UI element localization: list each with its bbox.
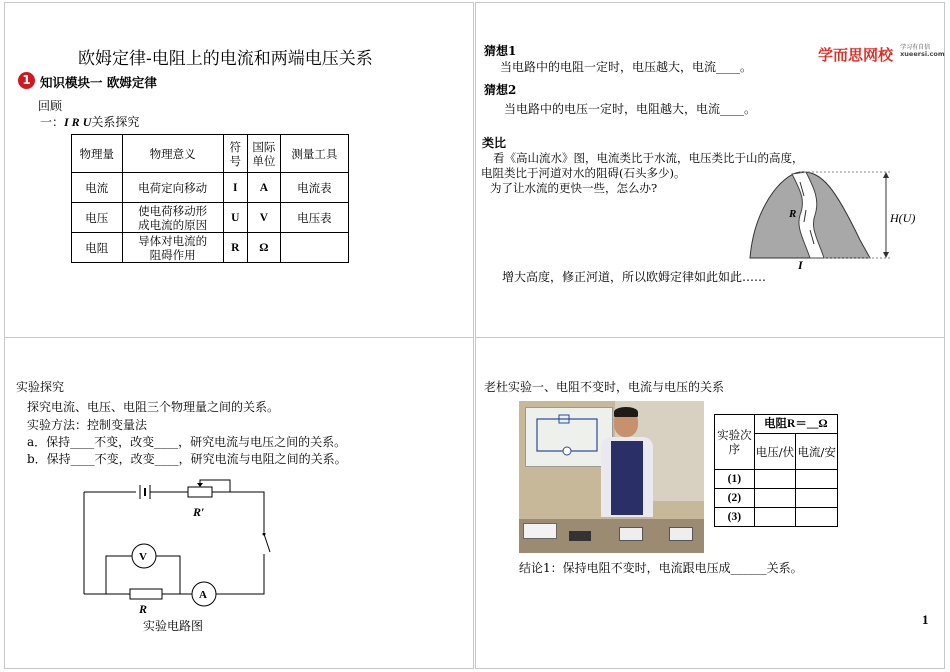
table-row xyxy=(72,233,349,263)
table-cell: A xyxy=(247,173,280,203)
table-cell xyxy=(796,508,838,527)
module-number-badge xyxy=(18,72,35,89)
guess2-text: 当电路中的电压一定时，电阻越大，电流____。 xyxy=(504,102,757,116)
table-cell: 电压表 xyxy=(280,203,348,233)
table-cell: 导体对电流的阻碍作用 xyxy=(122,233,223,263)
guess1-title: 猜想1 xyxy=(484,44,517,58)
brand-logo xyxy=(818,44,945,65)
switch-lever xyxy=(264,534,270,552)
table-cell xyxy=(754,470,796,489)
rheostat-arrow xyxy=(197,483,203,487)
table-cell: 电荷定向移动 xyxy=(122,173,223,203)
analogy-conclusion: 增大高度，修正河道，所以欧姆定律如此如此…… xyxy=(502,270,767,284)
table-cell: R xyxy=(223,233,247,263)
module-label: 知识模块一 欧姆定律 xyxy=(40,75,157,90)
label-R: R xyxy=(789,208,797,220)
th-meaning: 物理意义 xyxy=(122,135,223,173)
table-cell: Ω xyxy=(247,233,280,263)
whiteboard-circuit-sketch xyxy=(533,413,605,459)
item1-prefix: 一： xyxy=(40,115,65,129)
table-cell: (2) xyxy=(715,489,755,508)
th-quantity: 物理量 xyxy=(72,135,123,173)
table-cell: (3) xyxy=(715,508,755,527)
voltmeter-label: V xyxy=(139,551,147,563)
table-cell xyxy=(796,470,838,489)
slide-1-title: 欧姆定律-电阻上的电流和两端电压关系 xyxy=(78,49,373,69)
table-cell: (1) xyxy=(715,470,755,489)
table-cell: I xyxy=(223,173,247,203)
circuit-wire-top-right xyxy=(212,492,264,532)
table-row xyxy=(715,489,838,508)
lab-equipment-1 xyxy=(523,523,557,539)
table-cell xyxy=(796,489,838,508)
mountain-stream-figure xyxy=(740,160,940,270)
analogy-line-2: 电阻类比于河道对水的阻碍(石头多少)。 xyxy=(481,166,686,180)
table-cell: 使电荷移动形成电流的原因 xyxy=(122,203,223,233)
rheostat-label: R′ xyxy=(193,505,205,519)
logo-text: 学而思网校 xyxy=(818,46,894,64)
logo-tagline: 学习有自信 xyxy=(900,44,931,51)
height-arrow-head-down xyxy=(883,252,889,258)
table-cell: 电流 xyxy=(72,173,123,203)
table-cell: 电阻 xyxy=(72,233,123,263)
th-voltage: 电压/伏 xyxy=(754,434,796,470)
module-number: 1 xyxy=(22,73,31,87)
review-label: 回顾 xyxy=(38,99,63,113)
rheostat-body xyxy=(188,487,212,497)
guess2-title: 猜想2 xyxy=(484,83,517,97)
teacher-hair xyxy=(614,407,638,417)
lab-equipment-2 xyxy=(569,531,591,541)
label-I: I xyxy=(798,258,803,270)
th-unit: 国际单位 xyxy=(247,135,280,173)
th-resistance: 电阻R＝__Ω xyxy=(754,415,837,434)
th-trial-order: 实验次序 xyxy=(715,415,755,470)
table-cell xyxy=(754,508,796,527)
table-cell xyxy=(754,489,796,508)
logo-url: xueersi.com xyxy=(900,50,945,58)
analogy-line-1: 看《高山流水》图，电流类比于水流，电压类比于山的高度， xyxy=(493,151,804,165)
table-cell: 电流表 xyxy=(280,173,348,203)
table-row xyxy=(715,508,838,527)
slide-3-line-1: 探究电流、电压、电阻三个物理量之间的关系。 xyxy=(27,400,280,414)
teacher-experiment-video xyxy=(519,401,704,553)
ammeter-label: A xyxy=(199,589,207,601)
page-number: 1 xyxy=(922,612,929,627)
analogy-title: 类比 xyxy=(482,136,507,150)
guess1-text: 当电路中的电阻一定时，电压越大，电流____。 xyxy=(500,60,753,74)
th-current: 电流/安 xyxy=(796,434,838,470)
item1-line xyxy=(40,113,139,130)
lab-equipment-3 xyxy=(619,527,643,541)
lab-equipment-4 xyxy=(669,527,693,541)
table-cell xyxy=(280,233,348,263)
slide-3-heading: 实验探究 xyxy=(16,380,65,394)
label-H: H(U) xyxy=(890,211,916,225)
table-row xyxy=(72,173,349,203)
table-row xyxy=(72,203,349,233)
physics-quantity-table xyxy=(71,134,349,263)
slide-3-line-a: a．保持____不变，改变____，研究电流与电压之间的关系。 xyxy=(27,435,347,449)
table-cell: U xyxy=(223,203,247,233)
circuit-caption: 实验电路图 xyxy=(143,619,204,633)
table-cell: 电压 xyxy=(72,203,123,233)
slide-4-conclusion: 结论1：保持电阻不变时，电流跟电压成______关系。 xyxy=(519,561,803,575)
slide-4-heading: 老杜实验一、电阻不变时，电流与电压的关系 xyxy=(484,380,725,394)
table-row xyxy=(715,470,838,489)
item1-vars: I R U xyxy=(64,115,92,129)
th-symbol: 符号 xyxy=(223,135,247,173)
circuit-wire-right xyxy=(216,554,264,594)
slide-3-line-2: 实验方法：控制变量法 xyxy=(27,418,148,432)
table-cell: V xyxy=(247,203,280,233)
th-tool: 测量工具 xyxy=(280,135,348,173)
resistor-label: R xyxy=(139,602,148,616)
teacher-vest xyxy=(611,441,643,515)
resistor-R xyxy=(130,589,162,599)
item1-suffix: 关系探究 xyxy=(91,115,140,129)
height-arrow-head-up xyxy=(883,172,889,178)
analogy-line-3: 为了让水流的更快一些，怎么办? xyxy=(490,181,658,195)
slide-3-line-b: b．保持____不变，改变____，研究电流与电阻之间的关系。 xyxy=(27,452,347,466)
logo-sub xyxy=(900,44,945,58)
experiment-record-table xyxy=(714,414,838,527)
